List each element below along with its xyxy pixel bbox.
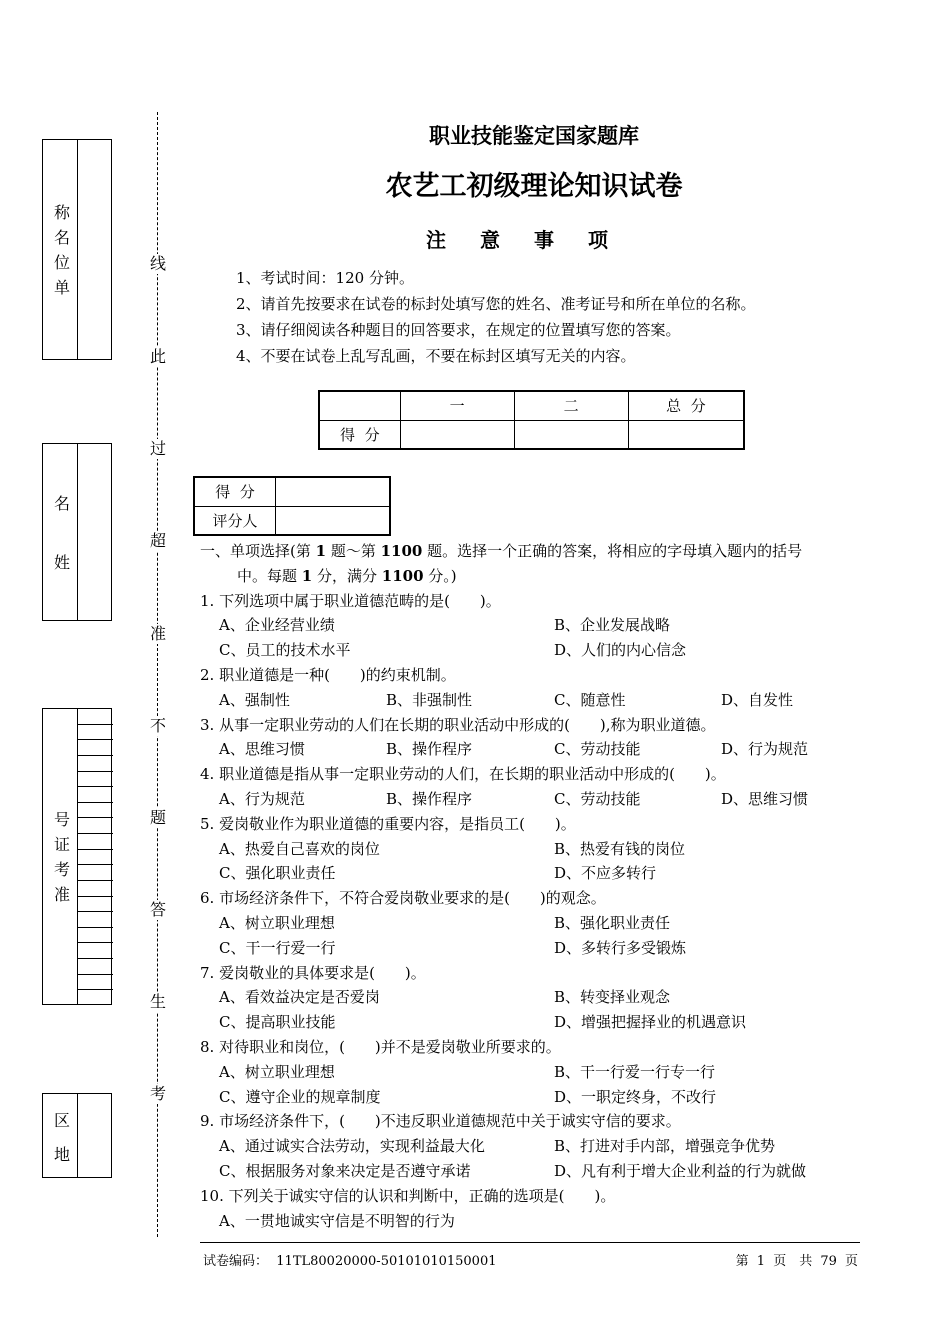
unit-label-char-2: 位 [54, 253, 71, 272]
exam-grid-line [78, 974, 113, 975]
answer-option: C、遵守企业的规章制度 [219, 1087, 381, 1106]
exam-no-label-char-1: 证 [54, 835, 71, 854]
bank-title: 职业技能鉴定国家题库 [429, 124, 639, 148]
answer-option: A、一贯地诚实守信是不明智的行为 [219, 1211, 455, 1230]
seal-char-7: 答 [150, 900, 167, 919]
option-row [200, 985, 870, 1010]
exam-grid-line [78, 755, 113, 756]
answer-option: C、强化职业责任 [219, 864, 336, 883]
section-instruction-line-2: 中。每题 1 分，满分 1100 分。) [237, 566, 457, 585]
unit-label-char-3: 单 [54, 278, 71, 297]
score-row-label: 得 分 [319, 420, 400, 449]
exam-grid-line [78, 958, 113, 959]
region-label-char-1: 地 [54, 1145, 71, 1164]
answer-option: A、树立职业理想 [219, 1062, 335, 1081]
grader-name-cell[interactable] [276, 506, 391, 535]
answer-option: D、自发性 [721, 690, 794, 709]
exam-number-grid [77, 708, 112, 1005]
exam-grid-line [78, 817, 113, 818]
section-instruction-line-1: 一、单项选择(第 1 题～第 1100 题。选择一个正确的答案，将相应的字母填入题内的括号 [200, 542, 803, 560]
exam-grid-line [78, 911, 113, 912]
answer-option: B、非强制性 [386, 690, 473, 709]
seal-char-9: 考 [150, 1084, 167, 1103]
answer-option: A、通过诚实合法劳动，实现利益最大化 [219, 1137, 485, 1156]
option-row [200, 911, 870, 936]
score-header-total: 总 分 [628, 391, 744, 420]
answer-option: C、员工的技术水平 [219, 641, 351, 660]
exam-grid-line [78, 739, 113, 740]
option-row [200, 837, 870, 862]
page-info: 第 1 页 共 79 页 [735, 1254, 858, 1269]
option-row [200, 1159, 870, 1184]
answer-option: C、提高职业技能 [219, 1013, 336, 1032]
exam-grid-line [78, 724, 113, 725]
answer-option: D、不应多转行 [554, 864, 657, 883]
question-area [200, 539, 870, 1233]
question-stem: 4. 职业道德是指从事一定职业劳动的人们，在长期的职业活动中形成的( )。 [200, 765, 726, 784]
exam-no-label-char-3: 准 [54, 885, 71, 904]
option-row [200, 1134, 870, 1159]
paper-code: 试卷编码： 11TL80020000-50101010150001 [203, 1254, 497, 1269]
question-stem: 9. 市场经济条件下，( )不违反职业道德规范中关于诚实守信的要求。 [200, 1112, 681, 1131]
notes-list [236, 265, 756, 369]
answer-option: A、行为规范 [219, 789, 305, 808]
question-stem: 10. 下列关于诚实守信的认识和判断中，正确的选项是( )。 [200, 1186, 616, 1205]
name-box-divider [77, 443, 78, 621]
score-cell-part-2[interactable] [514, 420, 628, 449]
score-cell-part-1[interactable] [400, 420, 514, 449]
seal-char-5: 不 [150, 716, 167, 735]
answer-option: A、强制性 [219, 690, 290, 709]
answer-option: B、企业发展战略 [554, 616, 671, 635]
answer-option: C、随意性 [554, 690, 626, 709]
answer-option: C、劳动技能 [554, 740, 641, 759]
unit-label-char-1: 名 [54, 228, 71, 247]
answer-option: D、多转行多受锻炼 [554, 938, 687, 957]
option-row [200, 613, 870, 638]
option-row [200, 737, 870, 762]
answer-option: D、思维习惯 [721, 789, 809, 808]
score-cell-total[interactable] [628, 420, 744, 449]
notice-title: 注意事项 [426, 228, 642, 252]
note-item: 1、考试时间：120 分钟。 [236, 269, 414, 287]
answer-option: B、干一行爱一行专一行 [554, 1062, 716, 1081]
score-header-part-1: 一 [400, 391, 514, 420]
grader-name-label: 评分人 [194, 506, 276, 535]
answer-option: B、热爱有钱的岗位 [554, 839, 686, 858]
exam-grid-line [78, 786, 113, 787]
option-row [200, 1060, 870, 1085]
exam-grid-line [78, 849, 113, 850]
answer-option: B、强化职业责任 [554, 913, 671, 932]
question-list [200, 589, 870, 1234]
name-label-char-1: 姓 [54, 553, 71, 572]
answer-option: D、人们的内心信念 [554, 641, 687, 660]
answer-option: D、一职定终身，不改行 [554, 1087, 717, 1106]
seal-char-8: 生 [150, 992, 167, 1011]
exam-grid-line [78, 989, 113, 990]
option-row [200, 638, 870, 663]
answer-option: D、增强把握择业的机遇意识 [554, 1013, 747, 1032]
answer-option: C、劳动技能 [554, 789, 641, 808]
grader-table [193, 476, 391, 536]
answer-option: A、树立职业理想 [219, 913, 335, 932]
exam-grid-line [78, 896, 113, 897]
option-row [200, 688, 870, 713]
note-item: 4、不要在试卷上乱写乱画，不要在标封区填写无关的内容。 [236, 347, 636, 365]
grader-score-label: 得 分 [194, 477, 276, 506]
seal-char-6: 题 [150, 808, 167, 827]
question-stem: 1. 下列选项中属于职业道德范畴的是( )。 [200, 591, 501, 610]
answer-option: B、操作程序 [386, 740, 473, 759]
seal-char-0: 线 [150, 254, 167, 273]
answer-option: B、操作程序 [386, 789, 473, 808]
sealing-dashed-line [157, 112, 158, 1237]
answer-option: A、热爱自己喜欢的岗位 [219, 839, 380, 858]
question-stem: 6. 市场经济条件下，不符合爱岗敬业要求的是( )的观念。 [200, 889, 606, 908]
footer-rule [200, 1242, 860, 1243]
exam-title: 农艺工初级理论知识试卷 [385, 171, 683, 202]
exam-no-label-char-2: 考 [54, 860, 71, 879]
question-stem: 8. 对待职业和岗位，( )并不是爱岗敬业所要求的。 [200, 1037, 561, 1056]
option-row [200, 861, 870, 886]
score-header-blank [319, 391, 400, 420]
exam-no-label-char-0: 号 [54, 810, 71, 829]
seal-char-3: 超 [150, 531, 167, 550]
exam-grid-line [78, 880, 113, 881]
seal-char-2: 过 [150, 439, 167, 458]
question-stem: 7. 爱岗敬业的具体要求是( )。 [200, 963, 426, 982]
seal-char-4: 准 [150, 624, 167, 643]
unit-label-char-0: 称 [54, 203, 71, 222]
exam-grid-line [78, 802, 113, 803]
grader-score-cell[interactable] [276, 477, 391, 506]
option-row [200, 936, 870, 961]
note-item: 3、请仔细阅读各种题目的回答要求，在规定的位置填写您的答案。 [236, 321, 681, 339]
exam-grid-line [78, 864, 113, 865]
answer-option: D、凡有利于增大企业利益的行为就做 [554, 1161, 807, 1180]
question-stem: 3. 从事一定职业劳动的人们在长期的职业活动中形成的( ),称为职业道德。 [200, 715, 716, 734]
exam-grid-line [78, 771, 113, 772]
answer-option: B、转变择业观念 [554, 988, 671, 1007]
answer-option: A、思维习惯 [219, 740, 305, 759]
question-stem: 2. 职业道德是一种( )的约束机制。 [200, 665, 456, 684]
region-label-char-0: 区 [54, 1111, 71, 1130]
option-row [200, 1209, 870, 1234]
answer-option: C、根据服务对象来决定是否遵守承诺 [219, 1161, 471, 1180]
score-summary-table [318, 390, 745, 450]
region-box-divider [77, 1093, 78, 1178]
option-row [200, 1010, 870, 1035]
answer-option: A、企业经营业绩 [219, 616, 335, 635]
answer-option: D、行为规范 [721, 740, 809, 759]
answer-option: C、干一行爱一行 [219, 938, 336, 957]
answer-option: A、看效益决定是否爱岗 [219, 988, 380, 1007]
seal-char-1: 此 [150, 347, 167, 366]
question-stem: 5. 爱岗敬业作为职业道德的重要内容，是指员工( )。 [200, 814, 576, 833]
name-label-char-0: 名 [54, 494, 71, 513]
score-header-part-2: 二 [514, 391, 628, 420]
note-item: 2、请首先按要求在试卷的标封处填写您的姓名、准考证号和所在单位的名称。 [236, 295, 756, 313]
exam-grid-line [78, 927, 113, 928]
exam-grid-line [78, 833, 113, 834]
answer-option: B、打进对手内部，增强竞争优势 [554, 1137, 776, 1156]
exam-grid-line [78, 942, 113, 943]
option-row [200, 1085, 870, 1110]
option-row [200, 787, 870, 812]
